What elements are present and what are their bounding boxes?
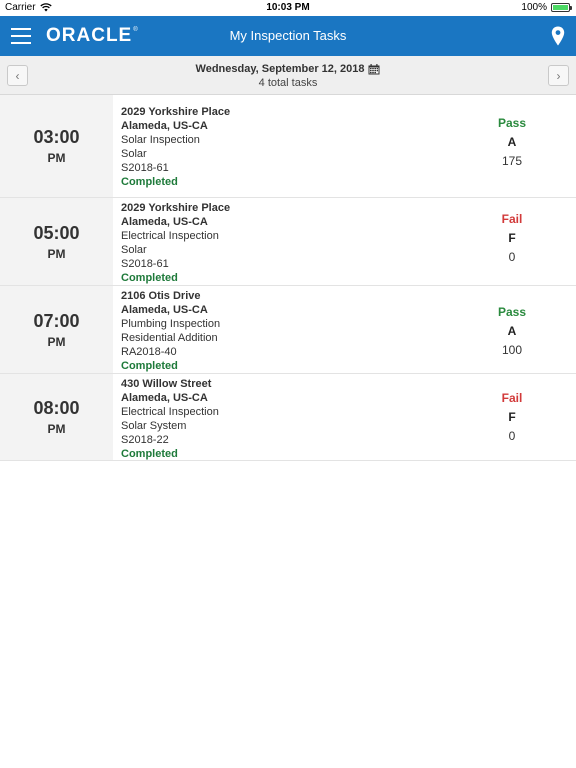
task-inspection-type: Solar Inspection: [121, 134, 200, 146]
task-result: [448, 198, 576, 285]
result-score: 175: [501, 154, 523, 168]
task-address: 430 Willow Street: [121, 378, 212, 390]
task-details: [113, 198, 448, 285]
task-record-id: S2018-61: [121, 258, 169, 270]
result-label: Fail: [501, 391, 523, 405]
task-row[interactable]: [0, 198, 576, 286]
task-work-type: Residential Addition: [121, 332, 218, 344]
task-details: [113, 374, 448, 460]
task-list: [0, 95, 576, 461]
task-details: [113, 286, 448, 373]
task-address: 2106 Otis Drive: [121, 290, 201, 302]
task-count: 4 total tasks: [258, 77, 318, 89]
task-city: Alameda, US-CA: [121, 392, 208, 404]
battery-percent: 100%: [521, 2, 547, 13]
oracle-logo: ORACLE®: [46, 25, 139, 46]
app-header: [0, 16, 576, 56]
carrier-label: Carrier: [5, 2, 36, 13]
task-row[interactable]: [0, 286, 576, 374]
status-bar: [0, 0, 576, 16]
result-grade: F: [508, 231, 516, 245]
previous-day-button[interactable]: ‹: [7, 65, 28, 86]
page-title: My Inspection Tasks: [229, 28, 347, 43]
task-inspection-type: Electrical Inspection: [121, 230, 219, 242]
result-grade: A: [507, 324, 517, 338]
task-details: [113, 95, 448, 197]
task-city: Alameda, US-CA: [121, 120, 208, 132]
task-status: Completed: [121, 448, 178, 460]
task-address: 2029 Yorkshire Place: [121, 106, 231, 118]
result-label: Pass: [497, 116, 527, 130]
result-label: Fail: [501, 212, 523, 226]
date-display[interactable]: [0, 63, 576, 75]
result-score: 100: [501, 343, 523, 357]
task-time: 03:00 PM: [0, 95, 113, 197]
task-status: Completed: [121, 176, 178, 188]
date-label: Wednesday, September 12, 2018: [195, 63, 365, 75]
task-time: 07:00 PM: [0, 286, 113, 373]
next-day-button[interactable]: ›: [548, 65, 569, 86]
task-work-type: Solar System: [121, 420, 187, 432]
task-inspection-type: Plumbing Inspection: [121, 318, 221, 330]
task-row[interactable]: [0, 95, 576, 198]
task-city: Alameda, US-CA: [121, 216, 208, 228]
result-grade: A: [507, 135, 517, 149]
map-pin-icon[interactable]: [551, 26, 565, 46]
battery-icon: [551, 3, 570, 12]
task-inspection-type: Electrical Inspection: [121, 406, 219, 418]
status-time: 10:03 PM: [266, 2, 310, 13]
calendar-icon[interactable]: [368, 64, 380, 75]
status-right: [521, 2, 570, 13]
result-grade: F: [508, 410, 516, 424]
task-status: Completed: [121, 360, 178, 372]
task-status: Completed: [121, 272, 178, 284]
task-time: 08:00 PM: [0, 374, 113, 460]
task-result: [448, 286, 576, 373]
task-work-type: Solar: [121, 148, 147, 160]
task-record-id: S2018-61: [121, 162, 169, 174]
result-score: 0: [508, 250, 516, 264]
task-work-type: Solar: [121, 244, 147, 256]
task-record-id: S2018-22: [121, 434, 169, 446]
result-label: Pass: [497, 305, 527, 319]
task-address: 2029 Yorkshire Place: [121, 202, 231, 214]
task-result: [448, 374, 576, 460]
task-record-id: RA2018-40: [121, 346, 177, 358]
date-navigator: [0, 56, 576, 95]
task-time: 05:00 PM: [0, 198, 113, 285]
task-result: [448, 95, 576, 197]
result-score: 0: [508, 429, 516, 443]
task-city: Alameda, US-CA: [121, 304, 208, 316]
task-row[interactable]: [0, 374, 576, 461]
